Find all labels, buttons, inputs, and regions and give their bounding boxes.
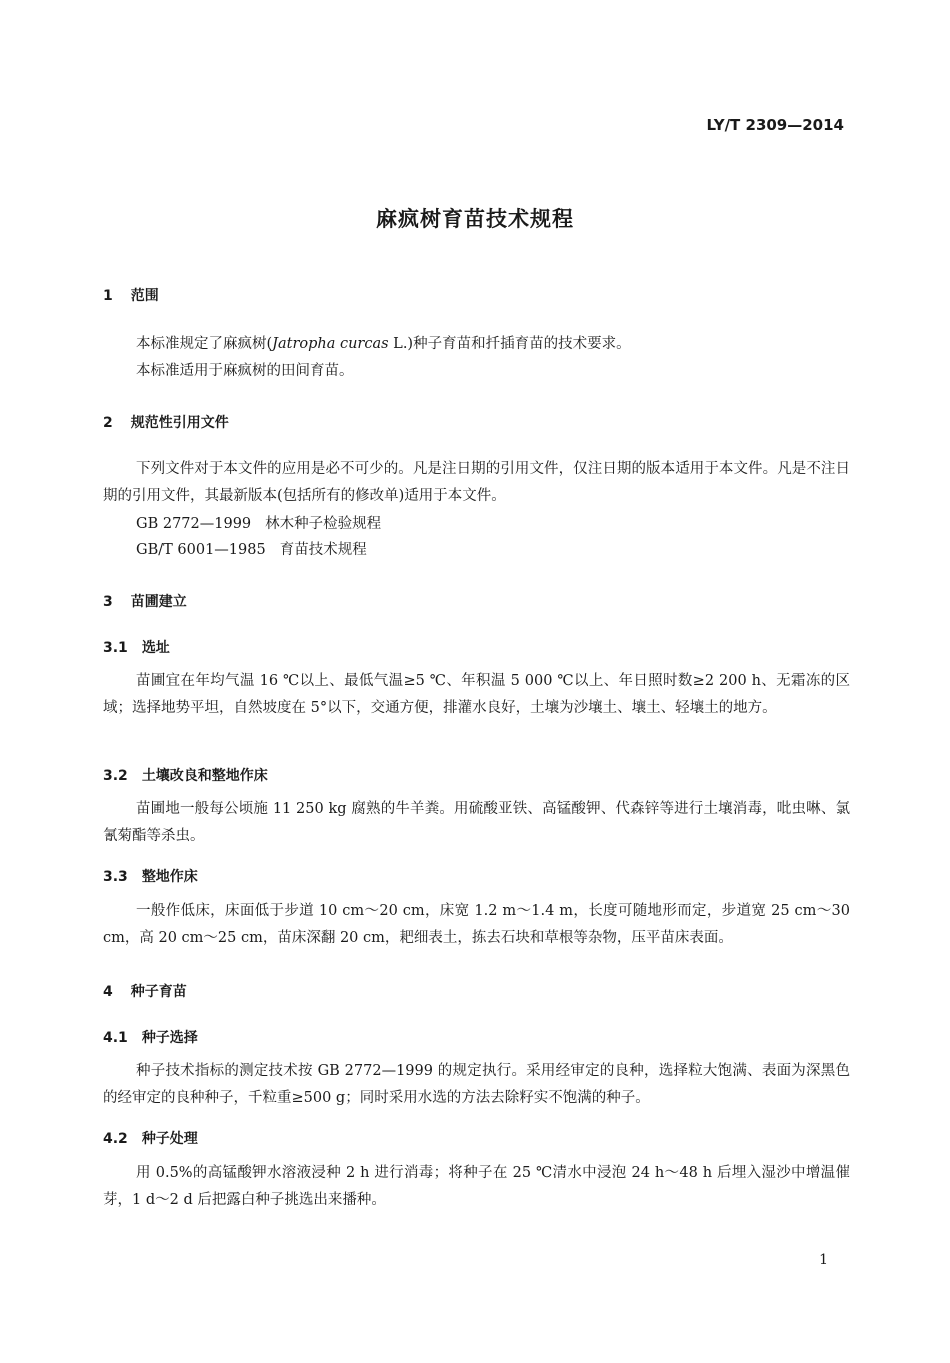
reference-code: GB/T 6001—1985 <box>136 542 266 558</box>
section-number: 3 <box>103 594 113 610</box>
section-title: 整地作床 <box>141 869 198 885</box>
section-3-1-paragraph: 苗圃宜在年均气温 16 ℃以上、最低气温≥5 ℃、年积温 5 000 ℃以上、年日照时数≥2 200 h、无霜冻的区域；选择地势平坦，自然坡度在 5°以下，交通方便，排灌水良好，土壤为沙壤土、壤土、轻壤土的地方。 <box>103 673 850 716</box>
section-title: 种子处理 <box>141 1131 198 1147</box>
section-3-heading <box>103 591 187 611</box>
section-number: 2 <box>103 415 113 431</box>
section-title: 苗圃建立 <box>130 594 187 610</box>
section-3-3-heading <box>103 866 198 886</box>
section-4-2-paragraph: 用 0.5%的高锰酸钾水溶液浸种 2 h 进行消毒；将种子在 25 ℃清水中浸泡 24 h～48 h 后埋入湿沙中增温催芽，1 d～2 d 后把露白种子挑选出来播种。 <box>103 1165 850 1208</box>
section-number: 1 <box>103 288 113 304</box>
reference-2 <box>136 538 367 559</box>
section-title: 规范性引用文件 <box>130 415 229 431</box>
standard-id: LY/T 2309—2014 <box>706 116 844 134</box>
section-number: 4 <box>103 984 113 1000</box>
section-title: 土壤改良和整地作床 <box>141 768 268 784</box>
section-4-1-paragraph: 种子技术指标的测定技术按 GB 2772—1999 的规定执行。采用经审定的良种，选择粒大饱满、表面为深黑色的经审定的良种种子，千粒重≥500 g；同时采用水选的方法去除籽实不饱满的种子。 <box>103 1063 850 1106</box>
section-title: 种子育苗 <box>130 984 187 1000</box>
section-4-1-heading <box>103 1027 198 1047</box>
section-3-2-paragraph: 苗圃地一般每公顷施 11 250 kg 腐熟的牛羊粪。用硫酸亚铁、高锰酸钾、代森锌等进行土壤消毒，吡虫啉、氯氰菊酯等杀虫。 <box>103 801 850 844</box>
section-title: 选址 <box>141 640 170 656</box>
section-4-heading <box>103 981 187 1001</box>
section-2-paragraph-1: 下列文件对于本文件的应用是必不可少的。凡是注日期的引用文件，仅注日期的版本适用于本文件。凡是不注日期的引用文件，其最新版本(包括所有的修改单)适用于本文件。 <box>103 461 850 504</box>
reference-title: 育苗技术规程 <box>279 542 367 558</box>
page-number: 1 <box>819 1252 828 1268</box>
section-1-heading <box>103 285 159 305</box>
reference-1 <box>136 512 381 533</box>
section-3-1-heading <box>103 637 170 657</box>
section-number: 3.1 <box>103 640 128 656</box>
section-title: 范围 <box>130 288 159 304</box>
section-number: 4.1 <box>103 1030 128 1046</box>
section-number: 4.2 <box>103 1131 128 1147</box>
reference-code: GB 2772—1999 <box>136 516 252 532</box>
section-3-2-heading <box>103 765 268 785</box>
section-number: 3.3 <box>103 869 128 885</box>
section-number: 3.2 <box>103 768 128 784</box>
reference-title: 林木种子检验规程 <box>265 516 382 532</box>
section-2-heading <box>103 412 229 432</box>
section-title: 种子选择 <box>141 1030 198 1046</box>
section-3-3-paragraph: 一般作低床，床面低于步道 10 cm～20 cm，床宽 1.2 m～1.4 m，长度可随地形而定，步道宽 25 cm～30 cm，高 20 cm～25 cm，苗床深翻 20 cm，耙细表土，拣去石块和草根等杂物，压平苗床表面。 <box>103 903 850 946</box>
section-4-2-heading <box>103 1128 198 1148</box>
section-1-paragraph-1: 本标准规定了麻疯树(Jatropha curcas L.)种子育苗和扦插育苗的技术要求。 <box>136 336 631 352</box>
section-1-paragraph-2: 本标准适用于麻疯树的田间育苗。 <box>136 363 354 379</box>
document-title: 麻疯树育苗技术规程 <box>376 207 574 231</box>
species-name: Jatropha curcas <box>272 336 389 352</box>
